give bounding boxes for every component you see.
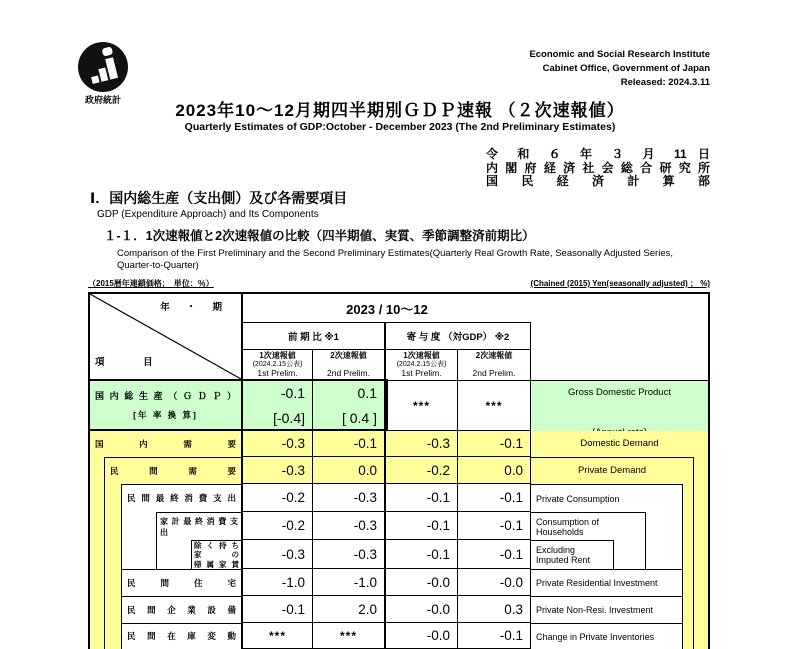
cell-qoq-1st: -0.1 [-0.4] [243,381,313,431]
cell-qoq-1st: -1.0 [243,569,313,596]
cell-contrib-2nd: -0.1 [458,484,531,512]
table-row-households-consumption [90,512,708,540]
cell-contrib-1st: -0.0 [386,569,458,596]
row-label-ja: 民 間 住 宅 [90,569,243,596]
table-note-right: (Chained (2015) Yen(seasonally adjusted) ； %) [530,279,710,288]
subsection-heading-en: Comparison of the First Preliminary and the Second Preliminary Estimates(Quarterly Real Growth Rate, Seasonally Adjusted Series, Quarter-to-Quarter) [117,248,673,271]
cell-qoq-1st: -0.1 [243,596,313,623]
cell-qoq-2nd: -1.0 [313,569,386,596]
department-ja: 国 民 経 済 計 算 部 [486,174,710,188]
row-label-en: Private Demand [531,457,708,484]
cell-contrib-2nd: -0.1 [458,540,531,569]
date-office-block [486,148,710,189]
table-row-private-demand [90,457,708,484]
row-label-ja: 民 間 企 業 設 備 [90,596,243,623]
cell-qoq-2nd: *** [313,623,386,649]
cell-qoq-2nd: 0.0 [313,457,386,484]
cell-contrib-2nd: *** [458,381,531,431]
cell-qoq-1st: -0.2 [243,512,313,540]
govstat-logo [78,42,128,92]
document-title-en: Quarterly Estimates of GDP:October - December 2023 (The 2nd Preliminary Estimates) [184,121,616,133]
table-row-gdp [90,381,708,431]
corner-label-item: 項 目 [95,357,171,368]
cell-contrib-1st: *** [386,381,458,431]
row-label-en: Change in Private Inventories [531,623,708,649]
cell-contrib-1st: -0.3 [386,431,458,457]
row-label-en: Excluding Imputed Rent [531,540,708,569]
col-header-2nd-prelim: 2次速報値 2nd Prelim. [458,350,531,381]
gdp-comparison-table [88,292,710,649]
col-header-1st-prelim: 1次速報値 (2024.2.15公表) 1st Prelim. [386,350,458,381]
group-header-qoq: 前 期 比 ※1 [243,323,386,350]
cell-qoq-1st: -0.3 [243,431,313,457]
row-label-en: Gross Domestic Product [531,381,708,431]
release-date: Released: 2024.3.11 [620,77,710,88]
subsection-heading-ja: １-１．1次速報値と2次速報値の比較（四半期値、実質、季節調整済前期比） [104,229,535,243]
office-ja: 内閣府経済社会総合研究所 [486,160,710,175]
row-label-ja: 除 く 持 ち 家 の 帰 属 家 賃 [90,540,243,569]
cell-qoq-2nd: 2.0 [313,596,386,623]
group-header-contribution: 寄 与 度 （対GDP） ※2 [386,323,531,350]
row-label-en: Domestic Demand [531,431,708,457]
corner-header-cell [90,294,243,381]
cell-qoq-1st: -0.3 [243,457,313,484]
row-label-ja: 民 間 最 終 消 費 支 出 [90,484,243,512]
row-label-ja: 国 内 需 要 [90,431,243,457]
cell-contrib-2nd: -0.1 [458,431,531,457]
cell-contrib-2nd: 0.0 [458,457,531,484]
date-ja: 令 和 ６ 年 ３ 月 11 日 [486,147,710,161]
table-note-left: （2015暦年連鎖価格； 単位：％） [88,279,214,288]
stairs-icon [83,45,123,90]
row-label-en: Private Non-Resi. Investment [531,596,708,623]
corner-label-period: 年 ・ 期 [160,302,229,313]
cell-qoq-2nd: -0.3 [313,540,386,569]
table-row-private-inventories [90,623,708,649]
row-label-ja: 国 内 総 生 産 （ Ｇ Ｄ Ｐ ） [年 率 換 算] [90,381,243,431]
cell-contrib-2nd: 0.3 [458,596,531,623]
org-line: Cabinet Office, Government of Japan [542,63,710,74]
english-label-header [531,294,708,381]
col-header-1st-prelim: 1次速報値 (2024.2.15公表) 1st Prelim. [243,350,313,381]
section-heading-ja: Ⅰ．国内総生産（支出側）及び各需要項目 [90,190,348,206]
cell-contrib-2nd: -0.0 [458,569,531,596]
cell-contrib-2nd: -0.1 [458,512,531,540]
row-label-ja: 家 計 最 終 消 費 支 出 [90,512,243,540]
table-row-excluding-imputed-rent [90,540,708,569]
cell-qoq-1st: *** [243,623,313,649]
cell-contrib-1st: -0.1 [386,512,458,540]
row-label-en: Consumption of Households [531,512,708,540]
cell-contrib-2nd: -0.1 [458,623,531,649]
table-row-domestic-demand [90,431,708,457]
col-header-2nd-prelim: 2次速報値 2nd Prelim. [313,350,386,381]
row-label-en: Private Consumption [531,484,708,512]
row-label-ja: 民 間 在 庫 変 動 [90,623,243,649]
org-line: Economic and Social Research Institute [529,49,710,60]
cell-contrib-1st: -0.1 [386,484,458,512]
cell-qoq-2nd: -0.1 [313,431,386,457]
publisher-block [529,48,710,90]
period-header: 2023 / 10～12 [243,294,531,323]
cell-contrib-1st: -0.1 [386,540,458,569]
cell-qoq-2nd: 0.1 [ 0.4 ] [313,381,386,431]
document-title-ja: 2023年10～12月期四半期別ＧＤＰ速報 （２次速報値） [175,101,625,120]
cell-contrib-1st: -0.0 [386,623,458,649]
row-label-en: Private Residential Investment [531,569,708,596]
table-body [90,381,708,649]
cell-contrib-1st: -0.2 [386,457,458,484]
logo-caption: 政府統計 [84,95,121,105]
table-row-private-consumption [90,484,708,512]
section-heading-en: GDP (Expenditure Approach) and Its Components [97,209,319,220]
cell-qoq-2nd: -0.3 [313,484,386,512]
cell-qoq-2nd: -0.3 [313,512,386,540]
cell-qoq-1st: -0.3 [243,540,313,569]
cell-qoq-1st: -0.2 [243,484,313,512]
table-row-private-nonresi [90,596,708,623]
cell-contrib-1st: -0.0 [386,596,458,623]
table-row-private-residential [90,569,708,596]
row-label-ja: 民 間 需 要 [90,457,243,484]
